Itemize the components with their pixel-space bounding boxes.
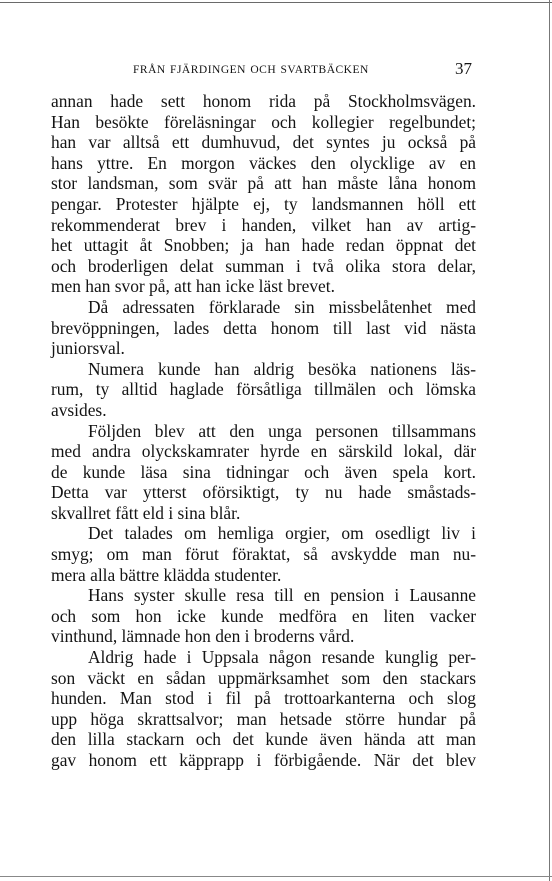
text-line: avsides.: [51, 399, 107, 420]
text-line: Numera kunde han aldrig besöka nationens läs-: [88, 358, 476, 379]
text-line: brevöppningen, lades detta honom till last vid nästa: [51, 317, 476, 338]
text-line: upp höga skrattsalvor; man hetsade större hundar på: [51, 708, 476, 729]
body-text: [51, 91, 476, 771]
page-number: 37: [455, 59, 472, 78]
text-line: smyg; om man förut föraktat, så avskydde man nu-: [51, 544, 476, 565]
text-line: pengar. Protester hjälpte ej, ty landsmannen höll ett: [51, 193, 476, 214]
running-head: FRÅN FJÄRDINGEN OCH SVARTBÄCKEN: [133, 64, 369, 76]
text-line: rum, ty alltid haglade försåtliga tillmälen och lömska: [51, 379, 476, 400]
text-line: Följden blev att den unga personen tillsammans: [88, 420, 476, 441]
text-line: de kunde läsa sina tidningar och även spela kort.: [51, 461, 476, 482]
text-line: hunden. Man stod i fil på trottoarkanterna och slog: [51, 688, 476, 709]
text-line: Då adressaten förklarade sin missbelåtenhet med: [88, 296, 476, 317]
text-line: het uttagit åt Snobben; ja han hade redan öppnat det: [51, 235, 476, 256]
text-line: Det talades om hemliga orgier, om osedligt liv i: [88, 523, 476, 544]
text-line: hans yttre. En morgon väckes den olycklige av en: [51, 152, 476, 173]
text-line: skvallret fått eld i sina blår.: [51, 502, 241, 523]
top-scan-edge: [0, 2, 552, 3]
text-line: juniorsval.: [51, 338, 125, 359]
text-line: och broderligen delat summan i två olika stora delar,: [51, 255, 476, 276]
text-line: annan hade sett honom rida på Stockholmsvägen.: [51, 91, 476, 111]
text-line: Han besökte föreläsningar och kollegier regelbundet;: [51, 111, 476, 132]
text-line: gav honom ett käpprapp i förbigående. När det blev: [51, 750, 476, 770]
text-line: Aldrig hade i Uppsala någon resande kunglig per-: [88, 647, 476, 668]
bottom-scan-edge: [0, 876, 552, 877]
text-line: rekommenderat brev i handen, vilket han av artig-: [51, 214, 476, 235]
text-line: Hans syster skulle resa till en pension i Lausanne: [88, 585, 476, 606]
text-line: vinthund, lämnade hon den i broderns vård.: [51, 626, 355, 647]
right-scan-edge: [549, 0, 550, 881]
text-line: han var alltså ett dumhuvud, det syntes ju också på: [51, 132, 476, 153]
text-line: mera alla bättre klädda studenter.: [51, 564, 282, 585]
text-line: och som hon icke kunde medföra en liten vacker: [51, 605, 476, 626]
text-line: men han svor på, att han icke läst brevet.: [51, 276, 335, 297]
text-line: son väckt en sådan uppmärksamhet som den stackars: [51, 667, 476, 688]
text-line: stor landsman, som svär på att han måste låna honom: [51, 173, 476, 194]
text-line: den lilla stackarn och det kunde även hända att man: [51, 729, 476, 750]
text-line: med andra olyckskamrater hyrde en särskild lokal, där: [51, 441, 476, 462]
text-line: Detta var ytterst oförsiktigt, ty nu hade småstads-: [51, 482, 476, 503]
